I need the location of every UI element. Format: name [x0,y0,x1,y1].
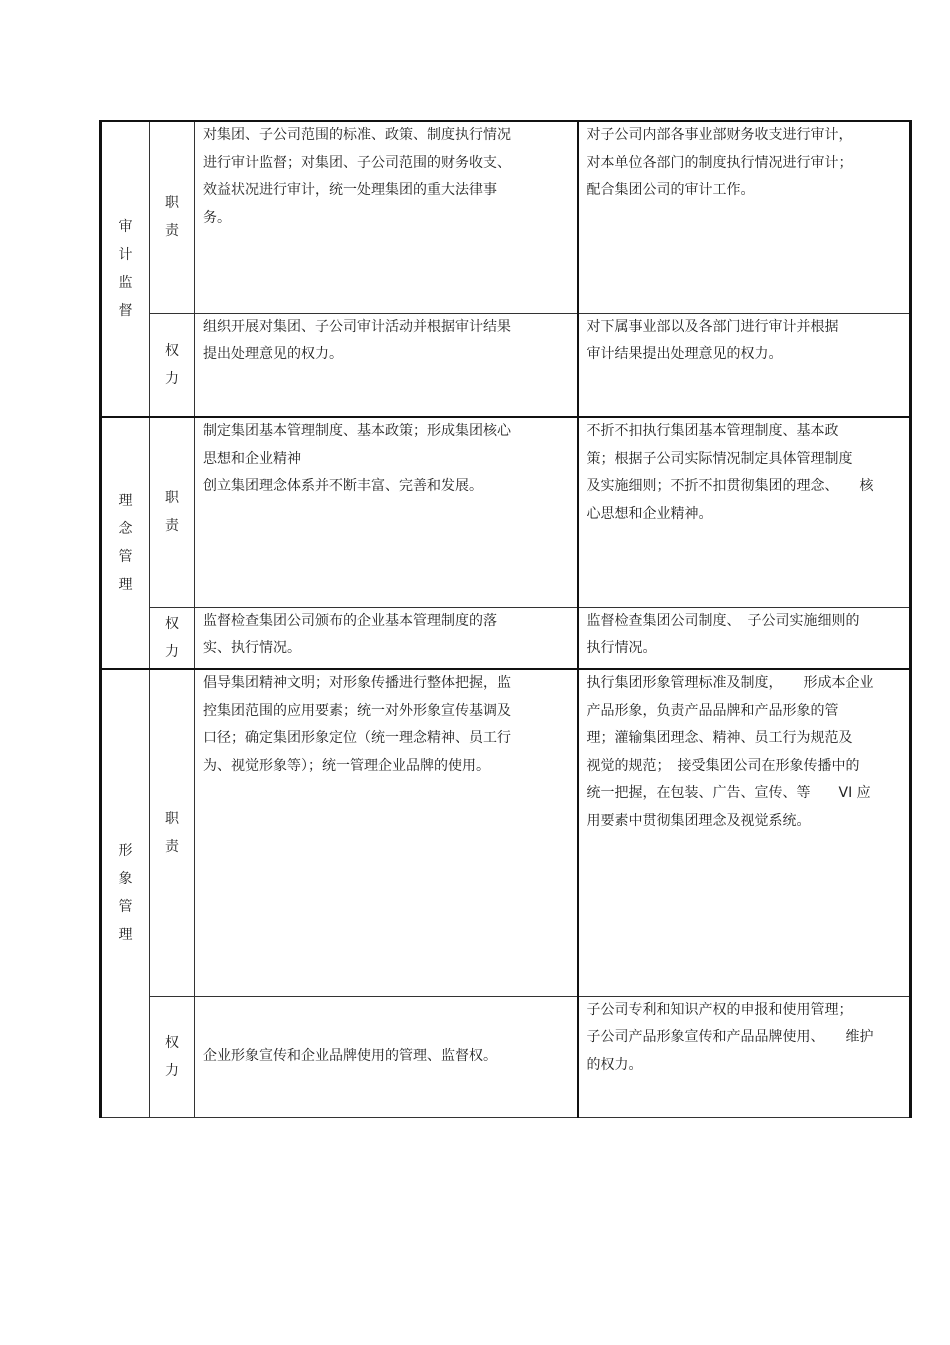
type-label: 职责 [165,490,179,535]
responsibility-table [99,120,912,1118]
table-row [101,313,911,417]
group-text: 组织开展对集团、子公司审计活动并根据审计结果 提出处理意见的权力。 [203,318,511,362]
type-label: 职责 [165,195,179,240]
type-label: 职责 [165,810,179,855]
type-cell [150,607,195,669]
table-row [101,607,911,669]
type-cell [150,417,195,607]
category-label: 审计监督 [118,219,133,319]
group-cell [195,669,578,996]
group-cell [195,607,578,669]
table-row [101,996,911,1117]
category-cell [101,121,150,417]
group-text: 对集团、子公司范围的标准、政策、制度执行情况 进行审计监督；对集团、子公司范围的财务收支、 效益状况进行审计，统一处理集团的重大法律事 务。 [203,127,511,226]
group-text: 监督检查集团公司颁布的企业基本管理制度的落 实、执行情况。 [203,612,497,656]
subsidiary-cell [578,313,911,417]
group-text: 倡导集团精神文明；对形象传播进行整体把握，监 控集团范围的应用要素；统一对外形象宣传基调及 口径；确定集团形象定位（统一理念精神、员工行 为、视觉形象等）；统一管理企业品牌的使用。 [203,675,511,774]
subsidiary-text: 监督检查集团公司制度、 子公司实施细则的 执行情况。 [586,612,860,656]
subsidiary-cell [578,607,911,669]
group-cell [195,996,578,1117]
type-label: 权力 [165,1034,179,1079]
subsidiary-cell [578,669,911,996]
subsidiary-text: 不折不扣执行集团基本管理制度、基本政 策；根据子公司实际情况制定具体管理制度 及实施细则；不折不扣贯彻集团的理念、 核 心思想和企业精神。 [586,423,874,522]
subsidiary-cell [578,996,911,1117]
subsidiary-text: 子公司专利和知识产权的申报和使用管理； 子公司产品形象宣传和产品品牌使用、 维护 的权力。 [586,1001,874,1073]
type-cell [150,121,195,313]
category-label: 理念管理 [118,493,133,593]
type-cell [150,996,195,1117]
subsidiary-text: 对下属事业部以及各部门进行审计并根据 审计结果提出处理意见的权力。 [586,318,839,362]
group-cell [195,121,578,313]
subsidiary-text: 执行集团形象管理标准及制度， 形成本企业 产品形象，负责产品品牌和产品形象的管 理；灌输集团理念、精神、员工行为规范及 视觉的规范； 接受集团公司在形象传播中的 统一把握，在包装、广告、宣传、等 VI 应 用要素中贯彻集团理念及视觉系统。 [586,675,874,829]
table-row [101,121,911,313]
group-cell [195,313,578,417]
type-label: 权力 [165,615,179,660]
subsidiary-text: 对子公司内部各事业部财务收支进行审计， 对本单位各部门的制度执行情况进行审计； 配合集团公司的审计工作。 [586,127,853,198]
category-cell [101,417,150,669]
type-cell [150,313,195,417]
subsidiary-cell [578,121,911,313]
subsidiary-cell [578,417,911,607]
group-text: 企业形象宣传和企业品牌使用的管理、监督权。 [203,1047,497,1064]
type-label: 权力 [165,342,179,387]
table-row [101,669,911,996]
category-cell [101,669,150,1117]
category-label: 形象管理 [118,843,133,944]
type-cell [150,669,195,996]
group-cell [195,417,578,607]
group-text: 制定集团基本管理制度、基本政策；形成集团核心 思想和企业精神 创立集团理念体系并不断丰富、完善和发展。 [203,423,511,494]
table-row [101,417,911,607]
